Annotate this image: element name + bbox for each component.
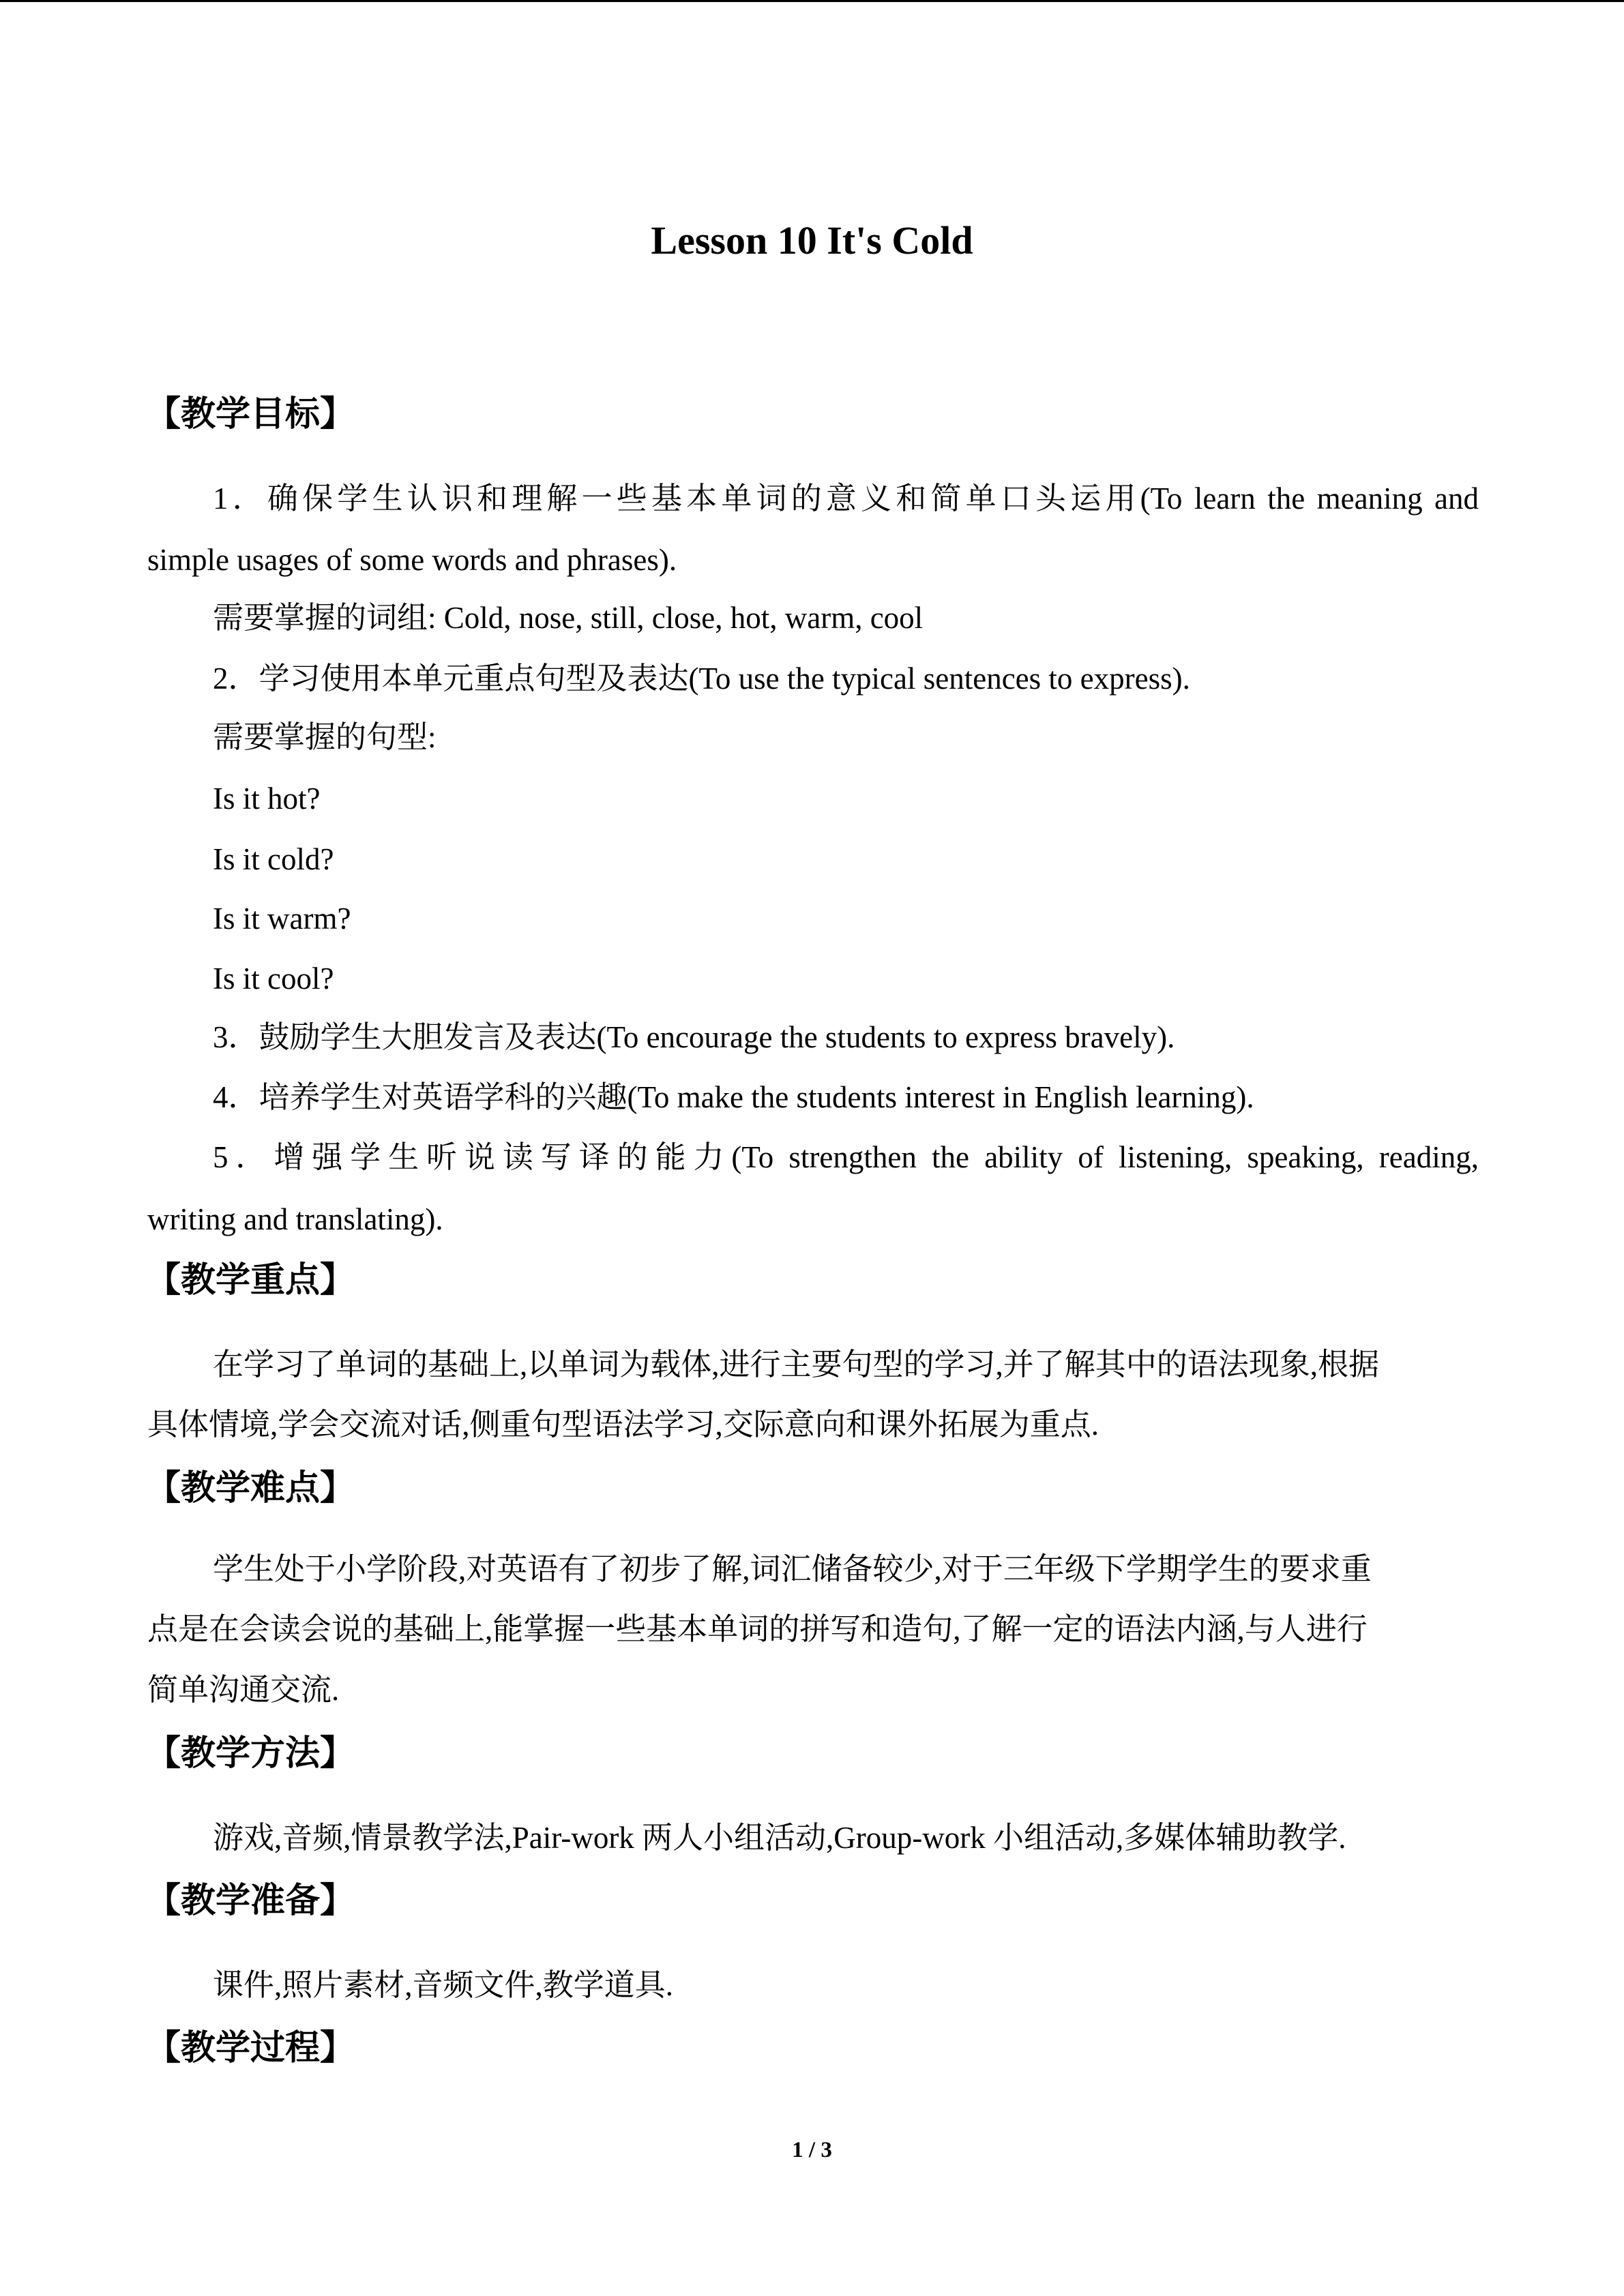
objective-3: 3．鼓励学生大胆发言及表达(To encourage the students to express bravely). (213, 1020, 1175, 1054)
heading-methods: 【教学方法】 (146, 1735, 355, 1773)
methods-line-1: 游戏,音频,情景教学法,Pair-work 两人小组活动,Group-work 小组活动,多媒体辅助教学. (213, 1821, 1346, 1855)
sentence-item: Is it hot? (213, 781, 321, 816)
objective-4: 4．培养学生对英语学科的兴趣(To make the students interest in English learning). (213, 1080, 1254, 1114)
objective-5-line-1: 5．增强学生听说读写译的能力(To strengthen the ability of listening, speaking, reading, (213, 1140, 1479, 1174)
sentence-item: Is it cold? (213, 842, 334, 876)
page-number: 1 / 3 (792, 2138, 832, 2162)
objective-sentences-label: 需要掌握的句型: (213, 720, 437, 754)
sentence-item: Is it warm? (213, 901, 351, 936)
heading-objectives: 【教学目标】 (146, 396, 355, 434)
difficulties-line-1: 学生处于小学阶段,对英语有了初步了解,词汇储备较少,对于三年级下学期学生的要求重 (213, 1552, 1372, 1586)
heading-process: 【教学过程】 (146, 2029, 355, 2068)
objective-1-line-1: 1．确保学生认识和理解一些基本单词的意义和简单口头运用(To learn the meaning and (213, 481, 1479, 516)
difficulties-line-3: 简单沟通交流. (147, 1673, 340, 1707)
difficulties-line-2: 点是在会读会说的基础上,能掌握一些基本单词的拼写和造句,了解一定的语法内涵,与人进行 (147, 1612, 1368, 1646)
heading-difficulties: 【教学难点】 (146, 1470, 355, 1508)
heading-preparation: 【教学准备】 (146, 1882, 355, 1920)
preparation-line-1: 课件,照片素材,音频文件,教学道具. (213, 1968, 674, 2002)
document-title: Lesson 10 It's Cold (651, 218, 973, 263)
objective-2: 2．学习使用本单元重点句型及表达(To use the typical sentences to express). (213, 661, 1190, 696)
objective-1-line-2: simple usages of some words and phrases). (147, 543, 677, 577)
key-points-line-1: 在学习了单词的基础上,以单词为载体,进行主要句型的学习,并了解其中的语法现象,根据 (213, 1347, 1380, 1382)
key-points-line-2: 具体情境,学会交流对话,侧重句型语法学习,交际意向和课外拓展为重点. (147, 1407, 1099, 1442)
objective-5-line-2: writing and translating). (147, 1202, 443, 1236)
objective-phrases: 需要掌握的词组: Cold, nose, still, close, hot, warm, cool (213, 601, 924, 635)
sentence-item: Is it cool? (213, 961, 334, 996)
heading-key-points: 【教学重点】 (146, 1262, 355, 1300)
